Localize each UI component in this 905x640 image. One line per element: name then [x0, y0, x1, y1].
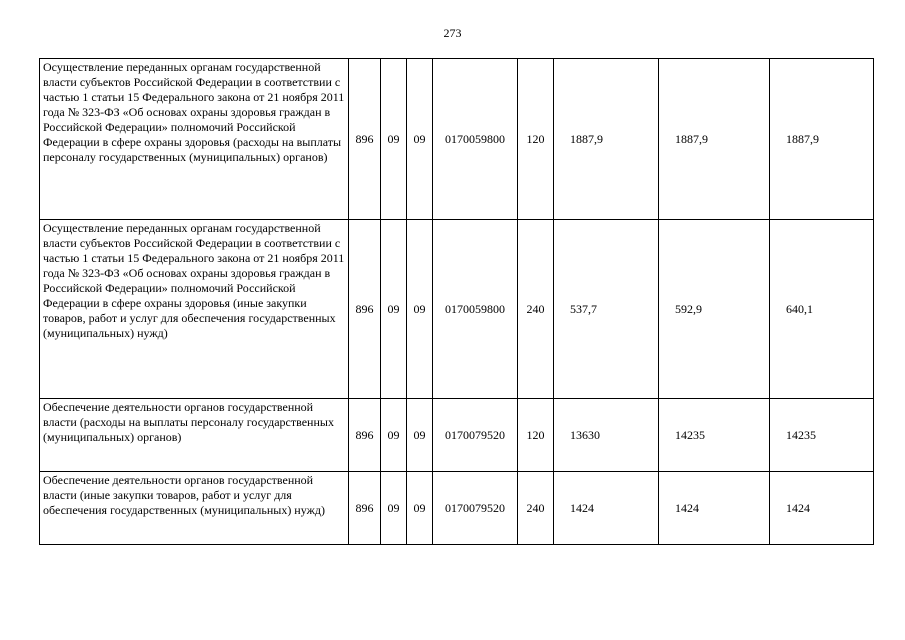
ministry-code-cell: 896 — [349, 59, 381, 220]
page-number: 273 — [443, 26, 462, 40]
table-row — [40, 59, 874, 220]
table-row — [40, 399, 874, 472]
expense-name-cell: Обеспечение деятельности органов государственной власти (иные закупки товаров, работ и услуг для обеспечения государственных (муниципальных) нужд) — [40, 472, 349, 545]
expense-name-cell: Осуществление переданных органам государственной власти субъектов Российской Федерации в соответствии с частью 1 статьи 15 Федерального закона от 21 ноября 2011 года № 323-ФЗ «Об основах охраны здоровья граждан в Российской Федерации» полномочий Российской Федерации в сфере охраны здоровья (иные закупки товаров, работ и услуг для обеспечения государственных (муниципальных) нужд) — [40, 220, 349, 399]
section-code-cell: 09 — [381, 220, 407, 399]
target-article-cell: 0170079520 — [433, 472, 518, 545]
subsection-code-cell: 09 — [407, 399, 433, 472]
amount-year-3-cell: 14235 — [770, 399, 874, 472]
subsection-code-cell: 09 — [407, 220, 433, 399]
expense-type-cell: 240 — [518, 472, 554, 545]
amount-year-3-cell: 640,1 — [770, 220, 874, 399]
expense-type-cell: 120 — [518, 59, 554, 220]
expense-type-cell: 240 — [518, 220, 554, 399]
amount-year-2-cell: 1424 — [659, 472, 770, 545]
target-article-cell: 0170079520 — [433, 399, 518, 472]
amount-year-1-cell: 13630 — [554, 399, 659, 472]
section-code-cell: 09 — [381, 59, 407, 220]
subsection-code-cell: 09 — [407, 472, 433, 545]
target-article-cell: 0170059800 — [433, 59, 518, 220]
expense-type-cell: 120 — [518, 399, 554, 472]
amount-year-3-cell: 1424 — [770, 472, 874, 545]
amount-year-1-cell: 1887,9 — [554, 59, 659, 220]
table-row — [40, 220, 874, 399]
subsection-code-cell: 09 — [407, 59, 433, 220]
amount-year-2-cell: 1887,9 — [659, 59, 770, 220]
amount-year-1-cell: 537,7 — [554, 220, 659, 399]
amount-year-2-cell: 592,9 — [659, 220, 770, 399]
budget-table — [39, 58, 874, 545]
target-article-cell: 0170059800 — [433, 220, 518, 399]
expense-name-cell: Обеспечение деятельности органов государственной власти (расходы на выплаты персоналу государственных (муниципальных) органов) — [40, 399, 349, 472]
amount-year-2-cell: 14235 — [659, 399, 770, 472]
ministry-code-cell: 896 — [349, 472, 381, 545]
table-row — [40, 472, 874, 545]
ministry-code-cell: 896 — [349, 220, 381, 399]
amount-year-1-cell: 1424 — [554, 472, 659, 545]
amount-year-3-cell: 1887,9 — [770, 59, 874, 220]
expense-name-cell: Осуществление переданных органам государственной власти субъектов Российской Федерации в соответствии с частью 1 статьи 15 Федерального закона от 21 ноября 2011 года № 323-ФЗ «Об основах охраны здоровья граждан в Российской Федерации» полномочий Российской Федерации в сфере охраны здоровья (расходы на выплаты персоналу государственных (муниципальных) органов) — [40, 59, 349, 220]
ministry-code-cell: 896 — [349, 399, 381, 472]
section-code-cell: 09 — [381, 399, 407, 472]
section-code-cell: 09 — [381, 472, 407, 545]
